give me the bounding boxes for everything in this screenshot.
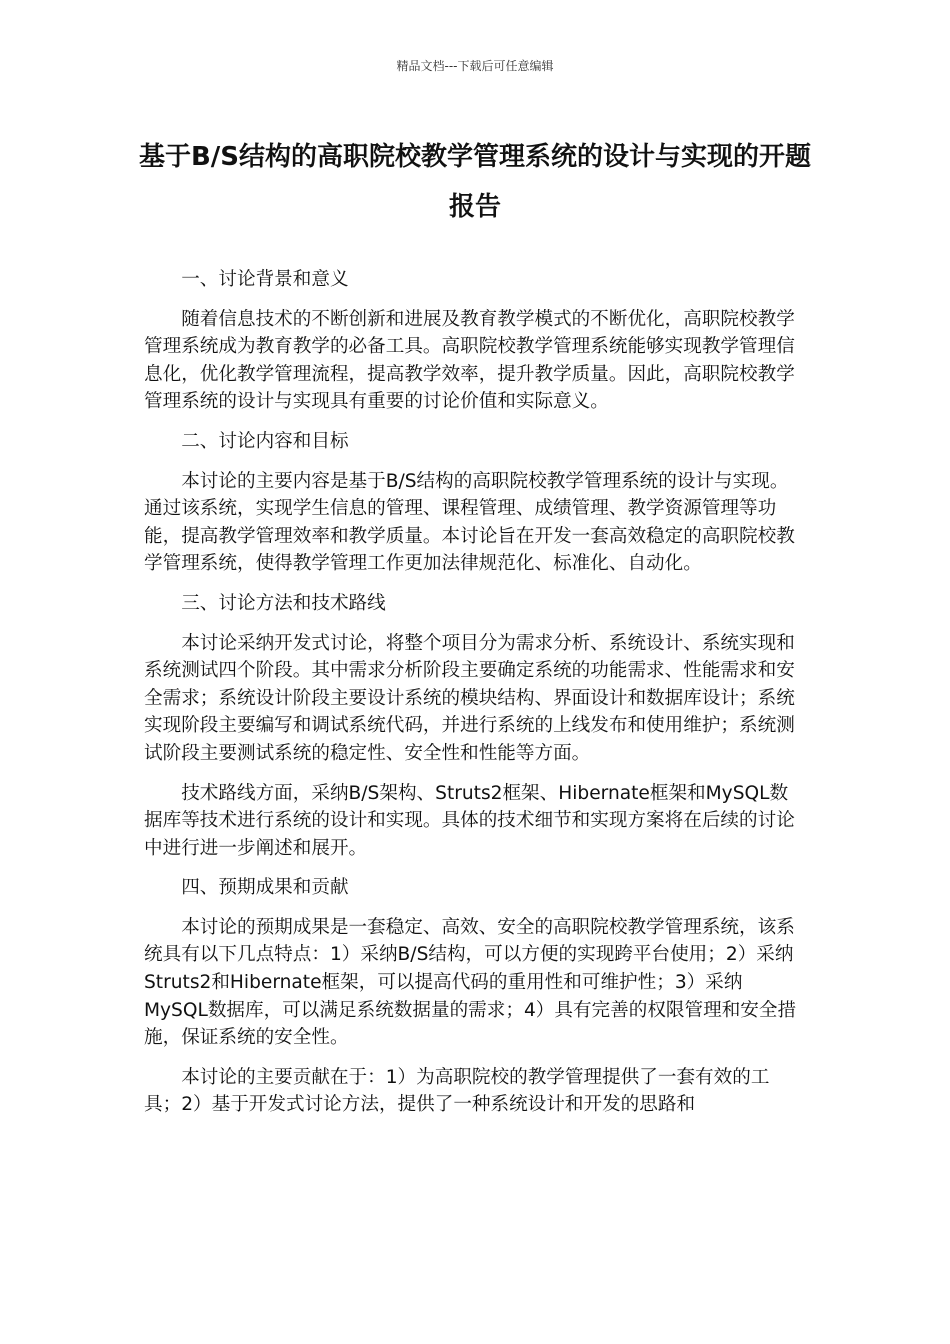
paragraph: 本讨论的主要内容是基于B/S结构的高职院校教学管理系统的设计与实现。通过该系统，实现学生信息的管理、课程管理、成绩管理、教学资源管理等功能，提高教学管理效率和教学质量。本讨论旨在开发一套高效稳定的高职院校教学管理系统，使得教学管理工作更加法律规范化、标准化、自动化。: [144, 470, 795, 575]
paragraph: 本讨论的主要贡献在于：1）为高职院校的教学管理提供了一套有效的工具；2）基于开发式讨论方法，提供了一种系统设计和开发的思路和: [144, 1066, 770, 1116]
document-title: 基于B/S结构的高职院校教学管理系统的设计与实现的开题报告: [138, 142, 812, 222]
section-heading: 一、讨论背景和意义: [181, 269, 349, 290]
paragraph: 随着信息技术的不断创新和进展及教育教学模式的不断优化，高职院校教学管理系统成为教育教学的必备工具。高职院校教学管理系统能够实现教学管理信息化，优化教学管理流程，提高教学效率，提升教学质量。因此，高职院校教学管理系统的设计与实现具有重要的讨论价值和实际意义。: [144, 308, 795, 413]
page-header: 精品文档---下载后可任意编辑: [396, 59, 554, 73]
document-body: [144, 266, 806, 1131]
section-heading: 四、预期成果和贡献: [181, 877, 349, 899]
paragraph: 本讨论的预期成果是一套稳定、高效、安全的高职院校教学管理系统，该系统具有以下几点特点：1）采纳B/S结构，可以方便的实现跨平台使用；2）采纳Struts2和Hibernate框架，可以提高代码的重用性和可维护性；3）采纳MySQL数据库，可以满足系统数据量的需求；4）具有完善的权限管理和安全措施，保证系统的安全性。: [144, 916, 797, 1049]
section-heading: 三、讨论方法和技术路线: [181, 592, 386, 614]
paragraph: 技术路线方面，采纳B/S架构、Struts2框架、Hibernate框架和MySQL数据库等技术进行系统的设计和实现。具体的技术细节和实现方案将在后续的讨论中进行进一步阐述和展开。: [144, 782, 795, 859]
section-heading: 二、讨论内容和目标: [181, 430, 349, 452]
paragraph: 本讨论采纳开发式讨论，将整个项目分为需求分析、系统设计、系统实现和系统测试四个阶段。其中需求分析阶段主要确定系统的功能需求、性能需求和安全需求；系统设计阶段主要设计系统的模块结构、界面设计和数据库设计；系统实现阶段主要编写和调试系统代码，并进行系统的上线发布和使用维护；系统测试阶段主要测试系统的稳定性、安全性和性能等方面。: [144, 632, 795, 764]
